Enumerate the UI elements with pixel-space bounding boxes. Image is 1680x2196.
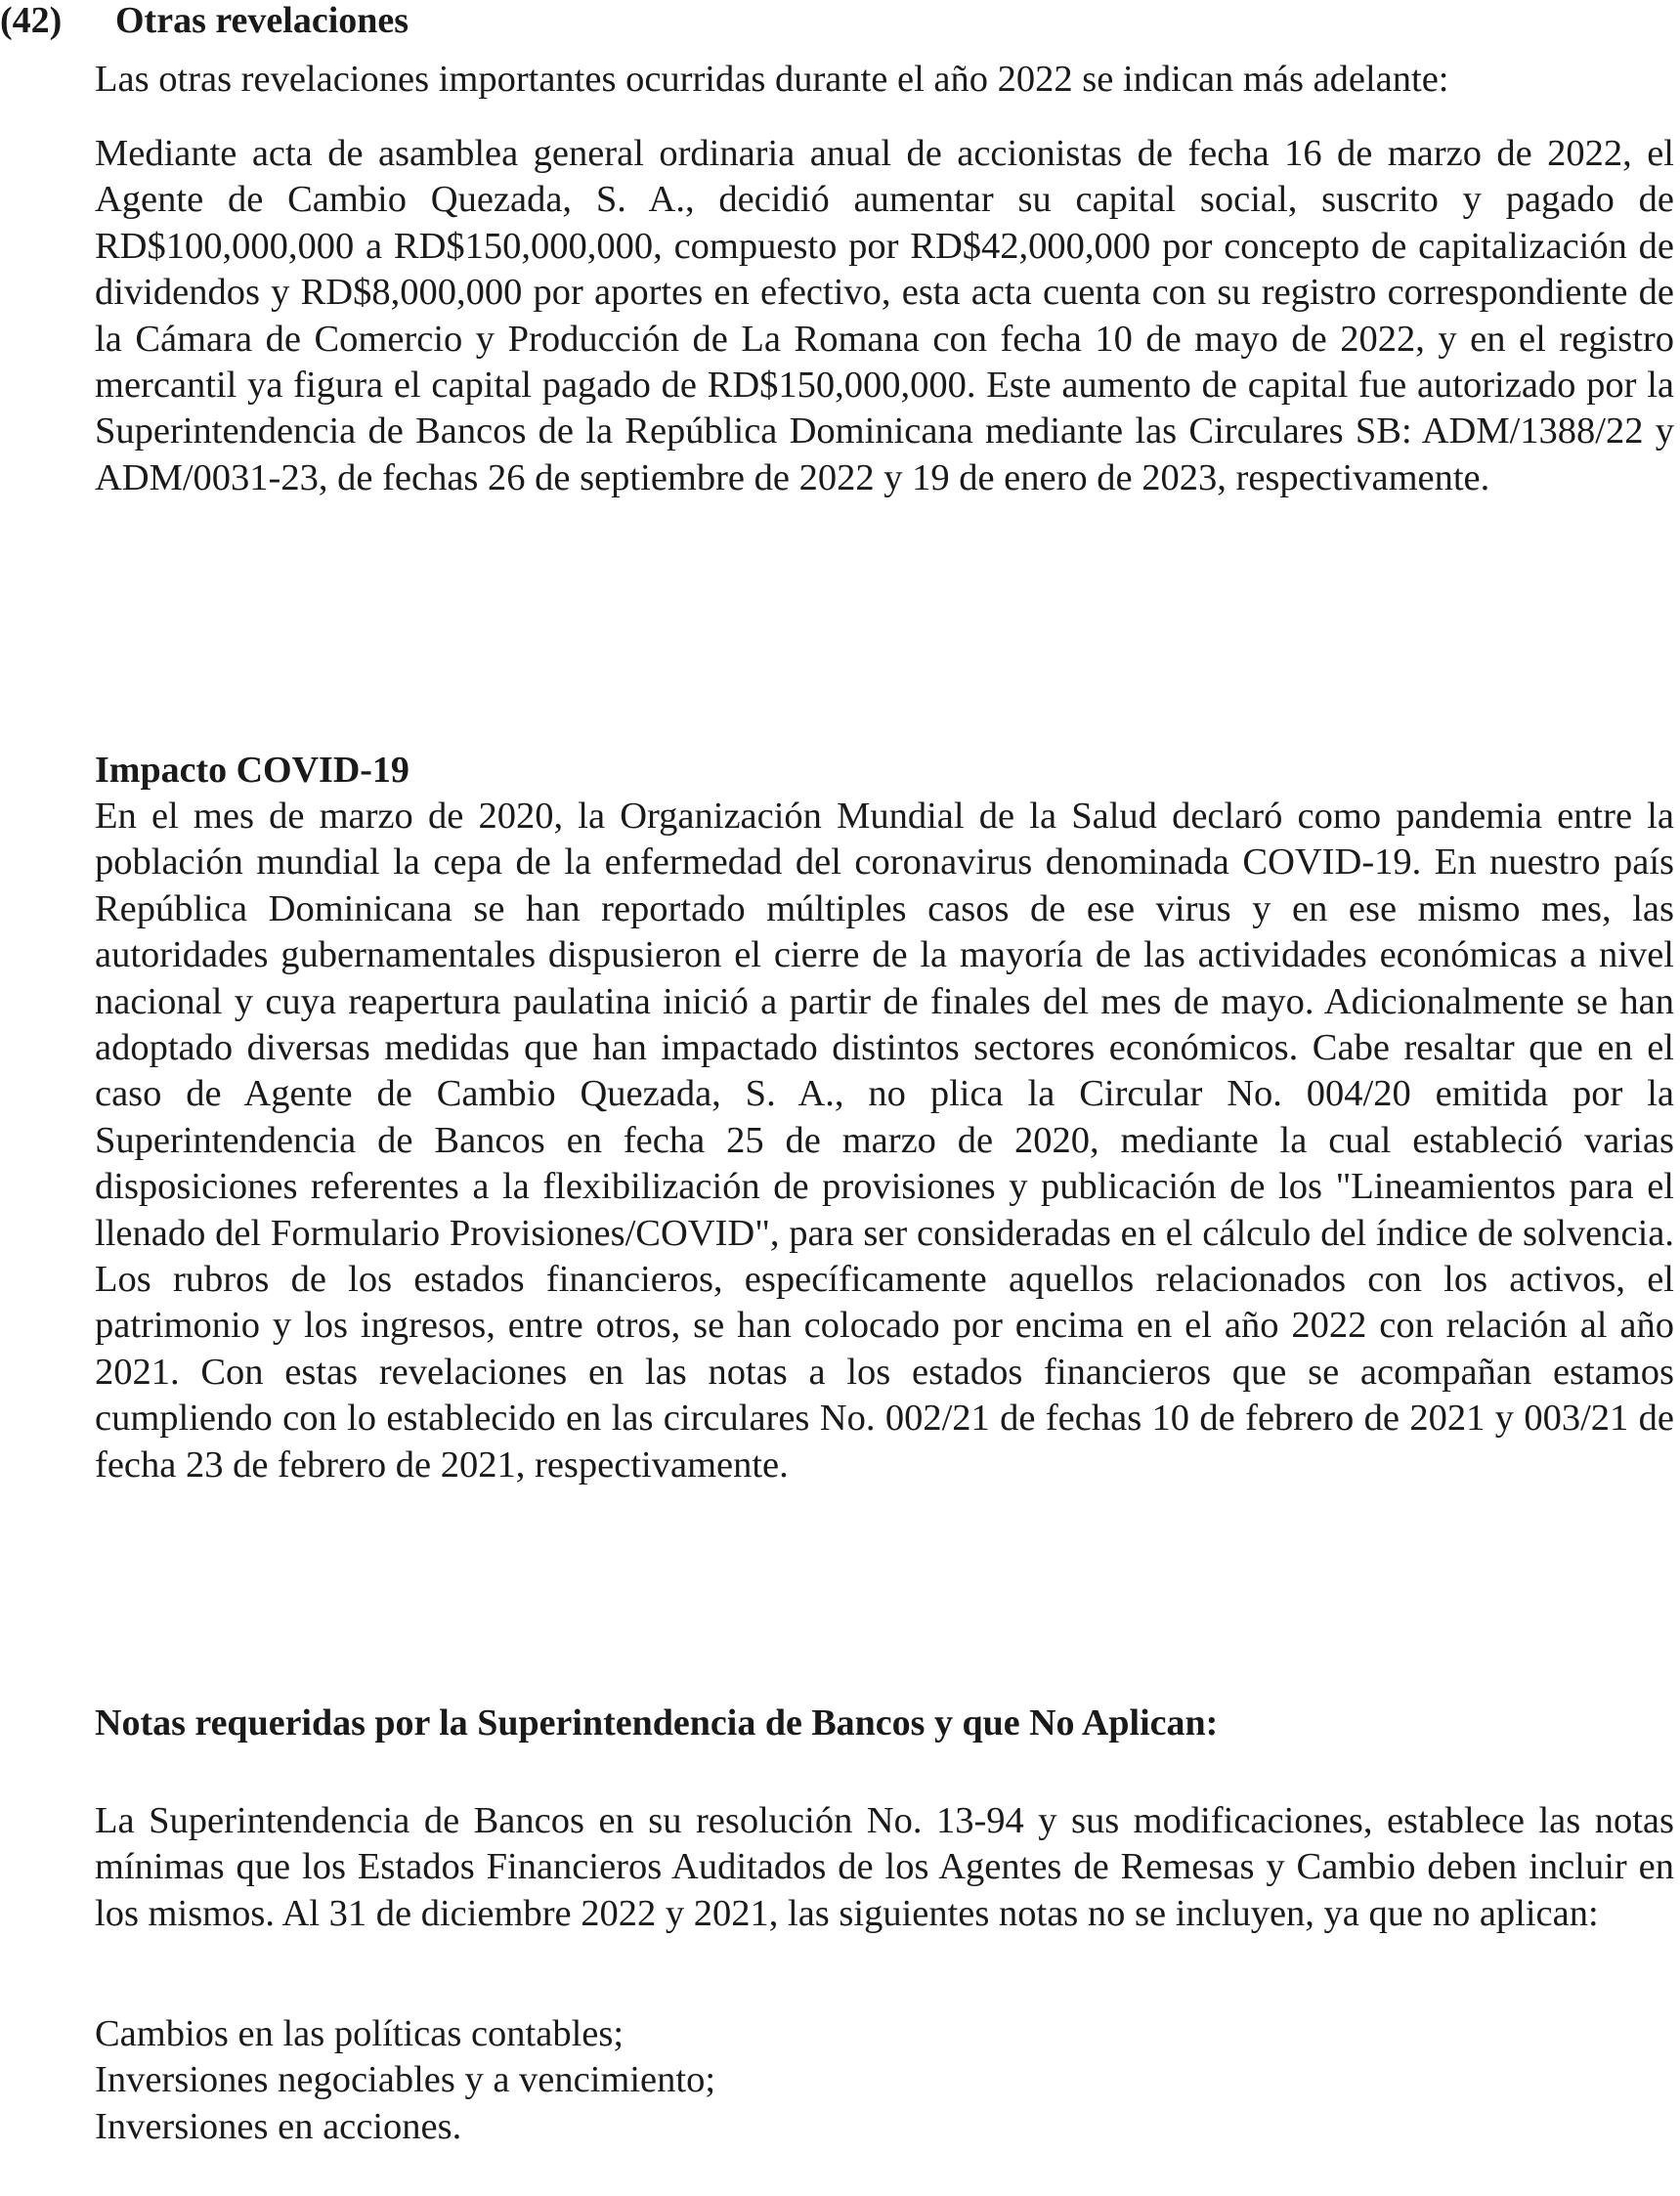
not-applicable-list (95, 2011, 1674, 2150)
section-title: Otras revelaciones (115, 0, 409, 41)
section-heading (0, 0, 409, 49)
intro-paragraph: Las otras revelaciones importantes ocurridas durante el año 2022 se indican más adelante: (95, 59, 1449, 100)
notes-paragraph: La Superintendencia de Bancos en su resolución No. 13-94 y sus modificaciones, establece las notas mínimas que los Estados Financieros Auditados de los Agentes de Remesas y Cambio deben incluir en los mismos. Al 31 de diciembre 2022 y 2021, las siguientes notas no se incluyen, ya que no aplican: (95, 1800, 1674, 1934)
section-number: (42) (0, 0, 63, 41)
list-item: Inversiones en acciones. (95, 2105, 462, 2147)
intro-block (95, 57, 1674, 103)
covid-heading: Impacto COVID-19 (95, 750, 409, 791)
covid-paragraph: En el mes de marzo de 2020, la Organización Mundial de la Salud declaró como pandemia entre la población mundial la cepa de la enfermedad del coronavirus denominada COVID-19. En nuestro país República Dominicana se han reportado múltiples casos de ese virus y en ese mismo mes, las autoridades gubernamentales dispusieron el cierre de la mayoría de las actividades económicas a nivel nacional y cuya reapertura paulatina inició a partir de finales del mes de mayo. Adicionalmente se han adoptado diversas medidas que han impactado distintos sectores económicos. Cabe resaltar que en el caso de Agente de Cambio Quezada, S. A., no plica la Circular No. 004/20 emitida por la Superintendencia de Bancos en fecha 25 de marzo de 2020, mediante la cual estableció varias disposiciones referentes a la flexibilización de provisiones y publicación de los "Lineamientos para el llenado del Formulario Provisiones/COVID", para ser consideradas en el cálculo del índice de solvencia. Los rubros de los estados financieros, específicamente aquellos relacionados con los activos, el patrimonio y los ingresos, entre otros, se han colocado por encima en el año 2022 con relación al año 2021. Con estas revelaciones en las notas a los estados financieros que se acompañan estamos cumpliendo con lo establecido en las circulares No. 002/21 de fechas 10 de febrero de 2021 y 003/21 de fecha 23 de febrero de 2021, respectivamente. (95, 796, 1674, 1486)
list-item: Inversiones negociables y a vencimiento; (95, 2059, 716, 2101)
notes-heading: Notas requeridas por la Superintendencia de Bancos y que No Aplican: (95, 1702, 1219, 1744)
notes-block (95, 1798, 1674, 1937)
capital-increase-block (95, 131, 1674, 501)
list-item: Cambios en las políticas contables; (95, 2013, 625, 2054)
notes-heading-block (95, 1701, 1674, 1746)
covid-section (95, 748, 1674, 1488)
capital-increase-paragraph: Mediante acta de asamblea general ordinaria anual de accionistas de fecha 16 de marzo de 2022, el Agente de Cambio Quezada, S. A., decidió aumentar su capital social, suscrito y pagado de RD$100,000,000 a RD$150,000,000, compuesto por RD$42,000,000 por concepto de capitalización de dividendos y RD$8,000,000 por aportes en efectivo, esta acta cuenta con su registro correspondiente de la Cámara de Comercio y Producción de La Romana con fecha 10 de mayo de 2022, y en el registro mercantil ya figura el capital pagado de RD$150,000,000. Este aumento de capital fue autorizado por la Superintendencia de Bancos de la República Dominicana mediante las Circulares SB: ADM/1388/22 y ADM/0031-23, de fechas 26 de septiembre de 2022 y 19 de enero de 2023, respectivamente. (95, 133, 1674, 498)
